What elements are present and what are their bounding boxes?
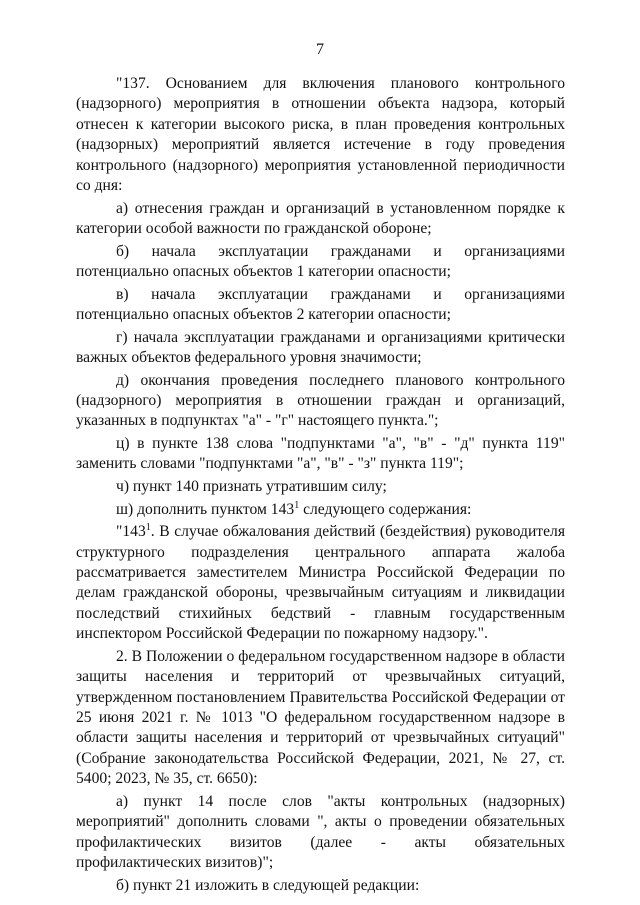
paragraph: ч) пункт 140 признать утратившим силу; — [116, 478, 387, 496]
paragraph: "$143^1$. В случае обжалования действий (бездействия) руководителя структурного подразделения центрального аппарата жалоба рассматривается заместителем Министра Российской Федерации по делам гражданской обороны, чрезвычайным ситуациям и ликвидации последствий стихийных бедствий - главным государственным инспектором Российской Федерации по пожарному надзору.". — [76, 522, 565, 643]
paragraph: в) начала эксплуатации гражданами и организациями потенциально опасных объектов 2 категории опасности; — [76, 285, 565, 324]
page-number: 7 — [316, 41, 324, 58]
paragraph: ш) дополнить пунктом $143^1$ следующего содержания: — [116, 499, 472, 518]
paragraph: д) окончания проведения последнего планового контрольного (надзорного) мероприятия в отношении граждан и организаций, указанных в подпунктах "а" - "г" настоящего пункта."; — [76, 371, 565, 430]
paragraph: "137. Основанием для включения планового контрольного (надзорного) мероприятия в отношении объекта надзора, который отнесен к категории высокого риска, в план проведения контрольных (надзорных) мероприятий является истечение в году проведения контрольного (надзорного) мероприятия установленной периодичности со дня: — [76, 75, 565, 195]
paragraph: а) пункт 14 после слов "акты контрольных (надзорных) мероприятий" дополнить словами ", акты о проведении обязательных профилактических визитов (далее - акты обязательных профилактических визитов)"; — [76, 792, 565, 872]
superscript-index: 1 — [145, 522, 151, 534]
paragraph: г) начала эксплуатации гражданами и организациями критически важных объектов федерального уровня значимости; — [76, 328, 565, 367]
paragraph: б) начала эксплуатации гражданами и организациями потенциально опасных объектов 1 категории опасности; — [76, 242, 565, 281]
paragraph: а) отнесения граждан и организаций в установленном порядке к категории особой важности по гражданской обороне; — [76, 199, 565, 238]
document-body — [76, 74, 565, 896]
superscript-index: 1 — [294, 499, 300, 511]
paragraph: б) пункт 21 изложить в следующей редакции: — [116, 876, 420, 894]
paragraph: ц) в пункте 138 слова "подпунктами "а", "в" - "д" пункта 119" заменить словами "подпунктами "а", "в" - "з" пункта 119"; — [76, 435, 565, 473]
paragraph: 2. В Положении о федеральном государственном надзоре в области защиты населения и территорий от чрезвычайных ситуаций, утвержденном постановлением Правительства Российской Федерации от 25 июня 2021 г. № 1013 "О федеральном государственном надзоре в области защиты населения и территорий от чрезвычайных ситуаций" (Собрание законодательства Российской Федерации, 2021, № 27, ст. 5400; 2023, № 35, ст. 6650): — [76, 647, 565, 788]
